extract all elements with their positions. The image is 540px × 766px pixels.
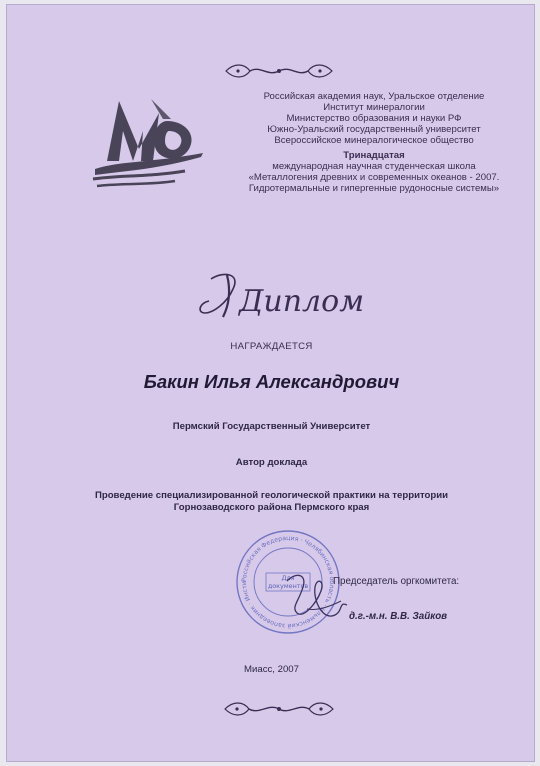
school-number: Тринадцатая xyxy=(343,150,405,161)
report-title xyxy=(27,490,516,514)
recipient-name: Бакин Илья Александрович xyxy=(143,371,400,392)
organizer-line: Институт минералогии xyxy=(323,102,425,113)
chair-signature xyxy=(277,561,357,631)
top-ornament xyxy=(224,61,334,81)
stamp-center-text: Для документов xyxy=(267,574,309,590)
chair-label: Председатель оргкомитета: xyxy=(333,576,460,587)
organizer-line: Южно-Уральский государственный университет xyxy=(267,124,481,135)
school-line: Гидротермальные и гипергенные рудоносные системы» xyxy=(248,183,500,194)
university-name: Пермский Государственный Университет xyxy=(172,421,371,432)
recipient-role: Автор доклада xyxy=(235,457,308,468)
organizer-line: Всероссийское минералогическое общество xyxy=(274,135,474,146)
place-date: Миасс, 2007 xyxy=(244,664,299,675)
school-line: международная научная студенческая школа xyxy=(272,161,476,172)
organizer-line: Российская академия наук, Уральское отделение xyxy=(263,91,485,102)
diploma-page xyxy=(6,4,535,762)
bottom-ornament xyxy=(223,699,335,719)
diploma-title-text: Диплом xyxy=(239,284,365,319)
organizer-line: Министерство образования и науки РФ xyxy=(286,113,462,124)
report-title-line: Горнозаводского района Пермского края xyxy=(173,502,370,513)
school-line: «Металлогения древних и современных океанов - 2007. xyxy=(248,172,500,183)
school-logo xyxy=(89,91,209,195)
stamp-ring-text: Российская Федерация · Челябинская область · Ильменский заповедник · Инсти xyxy=(240,534,336,630)
diploma-title xyxy=(193,267,369,327)
awarded-label: НАГРАЖДАЕТСЯ xyxy=(230,341,313,352)
organizers-block xyxy=(235,91,513,194)
report-title-line: Проведение специализированной геологической практики на территории xyxy=(94,490,449,501)
chair-name: д.г.-м.н. В.В. Зайков xyxy=(349,611,448,622)
